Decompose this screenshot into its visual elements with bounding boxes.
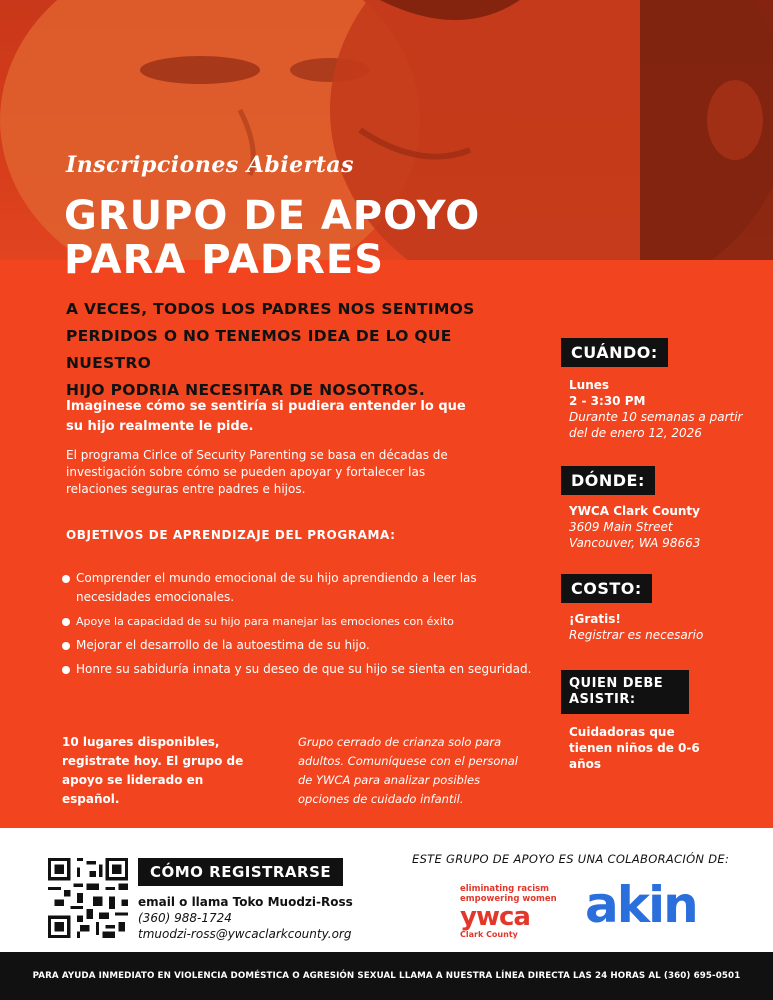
ywca-wordmark: ywca: [460, 902, 530, 932]
cost-info: [569, 611, 759, 643]
registration-band: [0, 828, 773, 952]
who-label: QUIEN DEBE ASISTIR:: [561, 670, 689, 714]
where-name: YWCA Clark County: [569, 504, 700, 518]
open-enrollment-script: Inscripciones Abiertas: [66, 152, 355, 178]
where-city: Vancouver, WA 98663: [569, 536, 701, 550]
closed-group-note: Grupo cerrado de crianza solo para adultos. Comuníquese con el personal de YWCA para analizar posibles opciones de cuidado infantil.: [298, 735, 518, 806]
title-line-1: GRUPO DE APOYO: [64, 193, 481, 239]
when-info: [569, 377, 759, 441]
contact-name: email o llama Toko Muodzi-Ross: [138, 895, 353, 909]
intro-line-2: PERDIDOS O NO TENEMOS IDEA DE LO QUE NUESTRO: [66, 327, 452, 372]
register-contact: [138, 894, 398, 942]
program-description: El programa Cirlce of Security Parenting se basa en décadas de investigación sobre cómo se pueden apoyar y fortalecer las relaciones seguras entre padres e hijos.: [66, 448, 448, 496]
spots-available: 10 lugares disponibles, registrate hoy. El grupo de apoyo se liderado en español.: [62, 735, 244, 806]
imagine-text: Imaginese cómo se sentiría si pudiera entender lo que su hijo realmente le pide.: [66, 399, 466, 434]
ywca-tagline-1: eliminating racism: [460, 884, 550, 894]
ywca-clark-county: Clark County: [460, 930, 518, 939]
objective-item: Apoye la capacidad de su hijo para manejar las emociones con éxito: [62, 612, 552, 631]
title-line-2: PARA PADRES: [64, 237, 385, 283]
objective-item: Comprender el mundo emocional de su hijo aprendiendo a leer las necesidades emocionales.: [62, 569, 552, 607]
who-text: Cuidadoras que tienen niños de 0-6 años: [569, 725, 700, 771]
cost-note: Registrar es necesario: [569, 628, 704, 642]
when-detail: Durante 10 semanas a partir del de enero 12, 2026: [569, 410, 743, 440]
akin-logo: akin: [585, 876, 697, 934]
how-to-register-label: CÓMO REGISTRARSE: [138, 858, 343, 886]
where-street: 3609 Main Street: [569, 520, 673, 534]
objectives-list: [62, 569, 552, 684]
when-time: 2 - 3:30 PM: [569, 394, 646, 408]
objective-item: Mejorar el desarrollo de la autoestima de su hijo.: [62, 636, 552, 655]
hotline-footer: PARA AYUDA INMEDIATO EN VIOLENCIA DOMÉSTICA O AGRESIÓN SEXUAL LLAMA A NUESTRA LÍNEA DIRECTA LAS 24 HORAS AL (360) 695-0501: [0, 952, 773, 1000]
when-label: CUÁNDO:: [561, 338, 668, 367]
ywca-logo: [460, 884, 570, 939]
intro-line-3: HIJO PODRIA NECESITAR DE NOSOTROS.: [66, 381, 426, 399]
where-info: [569, 503, 759, 551]
page-title: [64, 194, 584, 282]
objective-item: Honre su sabiduría innata y su deseo de que su hijo se sienta en seguridad.: [62, 660, 552, 679]
intro-statement: [66, 296, 536, 404]
contact-phone[interactable]: (360) 988-1724: [138, 911, 232, 925]
intro-line-1: A VECES, TODOS LOS PADRES NOS SENTIMOS: [66, 300, 475, 318]
cost-label: COSTO:: [561, 574, 652, 603]
collaboration-text: ESTE GRUPO DE APOYO ES UNA COLABORACIÓN DE:: [412, 852, 730, 866]
when-day: Lunes: [569, 378, 610, 392]
objectives-heading: OBJETIVOS DE APRENDIZAJE DEL PROGRAMA:: [66, 528, 396, 542]
contact-email[interactable]: tmuodzi-ross@ywcaclarkcounty.org: [138, 927, 352, 941]
cost-price: ¡Gratis!: [569, 612, 621, 626]
ywca-tagline-2: empowering women: [460, 894, 557, 904]
qr-code-icon[interactable]: [48, 858, 128, 938]
where-label: DÓNDE:: [561, 466, 655, 495]
